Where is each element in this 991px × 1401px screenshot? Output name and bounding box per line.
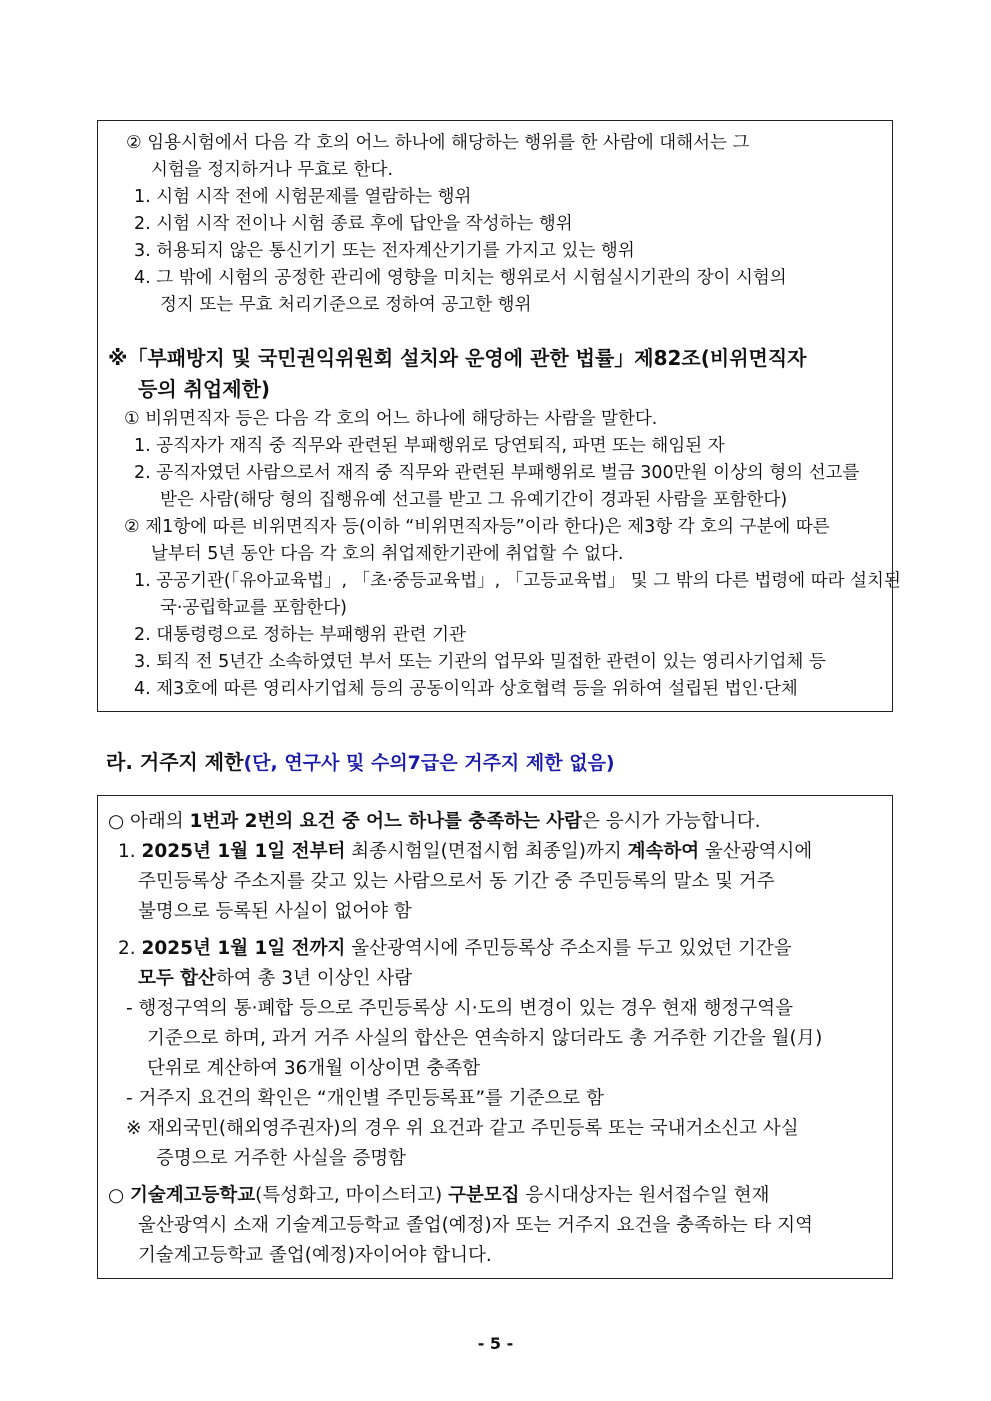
condition-2-line2: 모두 합산하여 총 3년 이상인 사람 xyxy=(138,968,413,989)
sub-item-4-line1: 4. 그 밖에 시험의 공정한 관리에 영향을 미치는 행위로서 시험실시기관의 장이 시험의 xyxy=(134,268,787,288)
law-item-2-sub2: 2. 대통령령으로 정하는 부패행위 관련 기관 xyxy=(134,625,466,645)
law-item-1: ① 비위면직자 등은 다음 각 호의 어느 하나에 해당하는 사람을 말한다. xyxy=(124,409,658,429)
sub-item-4-line2: 정지 또는 무효 처리기준으로 정하여 공고한 행위 xyxy=(160,295,532,315)
law-title-line1: ※「부패방지 및 국민권익위원회 설치와 운영에 관한 법률」제82조(비위면직자 xyxy=(108,346,807,370)
condition-2-line1: 2. 2025년 1월 1일 전까지 울산광역시에 주민등록상 주소지를 두고 있었던 기간을 xyxy=(118,938,792,959)
tech-school-line2: 울산광역시 소재 기술계고등학교 졸업(예정)자 또는 거주지 요건을 충족하는 타 지역 xyxy=(138,1215,813,1236)
note-line2: 증명으로 거주한 사실을 증명함 xyxy=(156,1148,406,1169)
law-item-1-sub2-line1: 2. 공직자였던 사람으로서 재직 중 직무와 관련된 부패행위로 벌금 300만원 이상의 형의 선고를 xyxy=(134,463,860,483)
law-item-2-sub1-line1: 1. 공공기관(「유아교육법」, 「초·중등교육법」, 「고등교육법」 및 그 밖의 다른 법령에 따라 설치된 xyxy=(134,571,901,591)
detail-1-line1: - 행정구역의 통·폐합 등으로 주민등록상 시·도의 변경이 있는 경우 현재 행정구역을 xyxy=(126,998,793,1019)
condition-1-line3: 불명으로 등록된 사실이 없어야 함 xyxy=(138,901,412,922)
detail-1-line2: 기준으로 하며, 과거 거주 사실의 합산은 연속하지 않더라도 총 거주한 기간을 월(月) xyxy=(147,1028,823,1049)
condition-1-line1: 1. 2025년 1월 1일 전부터 최종시험일(면접시험 최종일)까지 계속하여 울산광역시에 xyxy=(118,841,813,862)
law-item-2-sub1-line2: 국·공립학교를 포함한다) xyxy=(160,598,348,618)
section-heading xyxy=(106,746,615,775)
tech-school-line1: ○ 기술계고등학교(특성화고, 마이스터고) 구분모집 응시대상자는 원서접수일 현재 xyxy=(108,1185,770,1206)
sub-item-1: 1. 시험 시작 전에 시험문제를 열람하는 행위 xyxy=(134,187,472,207)
law-title-line2: 등의 취업제한) xyxy=(138,377,271,401)
condition-1-line2: 주민등록상 주소지를 갖고 있는 사람으로서 동 기간 중 주민등록의 말소 및 거주 xyxy=(138,871,775,892)
law-item-1-sub2-line2: 받은 사람(해당 형의 집행유예 선고를 받고 그 유예기간이 경과된 사람을 포함한다) xyxy=(160,490,788,510)
page-number: - 5 - xyxy=(477,1334,514,1353)
intro-line: ○ 아래의 1번과 2번의 요건 중 어느 하나를 충족하는 사람은 응시가 가능합니다. xyxy=(108,811,761,832)
item2-line1: ② 임용시험에서 다음 각 호의 어느 하나에 해당하는 행위를 한 사람에 대해서는 그 xyxy=(126,133,750,153)
law-item-1-sub1: 1. 공직자가 재직 중 직무와 관련된 부패행위로 당연퇴직, 파면 또는 해임된 자 xyxy=(134,436,725,456)
law-item-2-line1: ② 제1항에 따른 비위면직자 등(이하 “비위면직자등”이라 한다)은 제3항 각 호의 구분에 따른 xyxy=(124,517,830,537)
item2-line2: 시험을 정지하거나 무효로 한다. xyxy=(151,160,394,180)
law-item-2-line2: 날부터 5년 동안 다음 각 호의 취업제한기관에 취업할 수 없다. xyxy=(151,544,624,564)
law-item-2-sub4: 4. 제3호에 따른 영리사기업체 등의 공동이익과 상호협력 등을 위하여 설립된 법인·단체 xyxy=(134,679,798,699)
detail-2: - 거주지 요건의 확인은 “개인별 주민등록표”를 기준으로 함 xyxy=(126,1088,605,1109)
sub-item-2: 2. 시험 시작 전이나 시험 종료 후에 답안을 작성하는 행위 xyxy=(134,214,573,234)
law-item-2-sub3: 3. 퇴직 전 5년간 소속하였던 부서 또는 기관의 업무와 밀접한 관련이 있는 영리사기업체 등 xyxy=(134,652,826,672)
section-title: 라. 거주지 제한 xyxy=(106,750,244,774)
note-line1: ※ 재외국민(해외영주권자)의 경우 위 요건과 같고 주민등록 또는 국내거소신고 사실 xyxy=(126,1118,799,1139)
tech-school-line3: 기술계고등학교 졸업(예정)자이어야 합니다. xyxy=(138,1245,492,1266)
detail-1-line3: 단위로 계산하여 36개월 이상이면 충족함 xyxy=(147,1058,481,1079)
section-note: (단, 연구사 및 수의7급은 거주지 제한 없음) xyxy=(243,752,615,774)
sub-item-3: 3. 허용되지 않은 통신기기 또는 전자계산기기를 가지고 있는 행위 xyxy=(134,241,635,261)
